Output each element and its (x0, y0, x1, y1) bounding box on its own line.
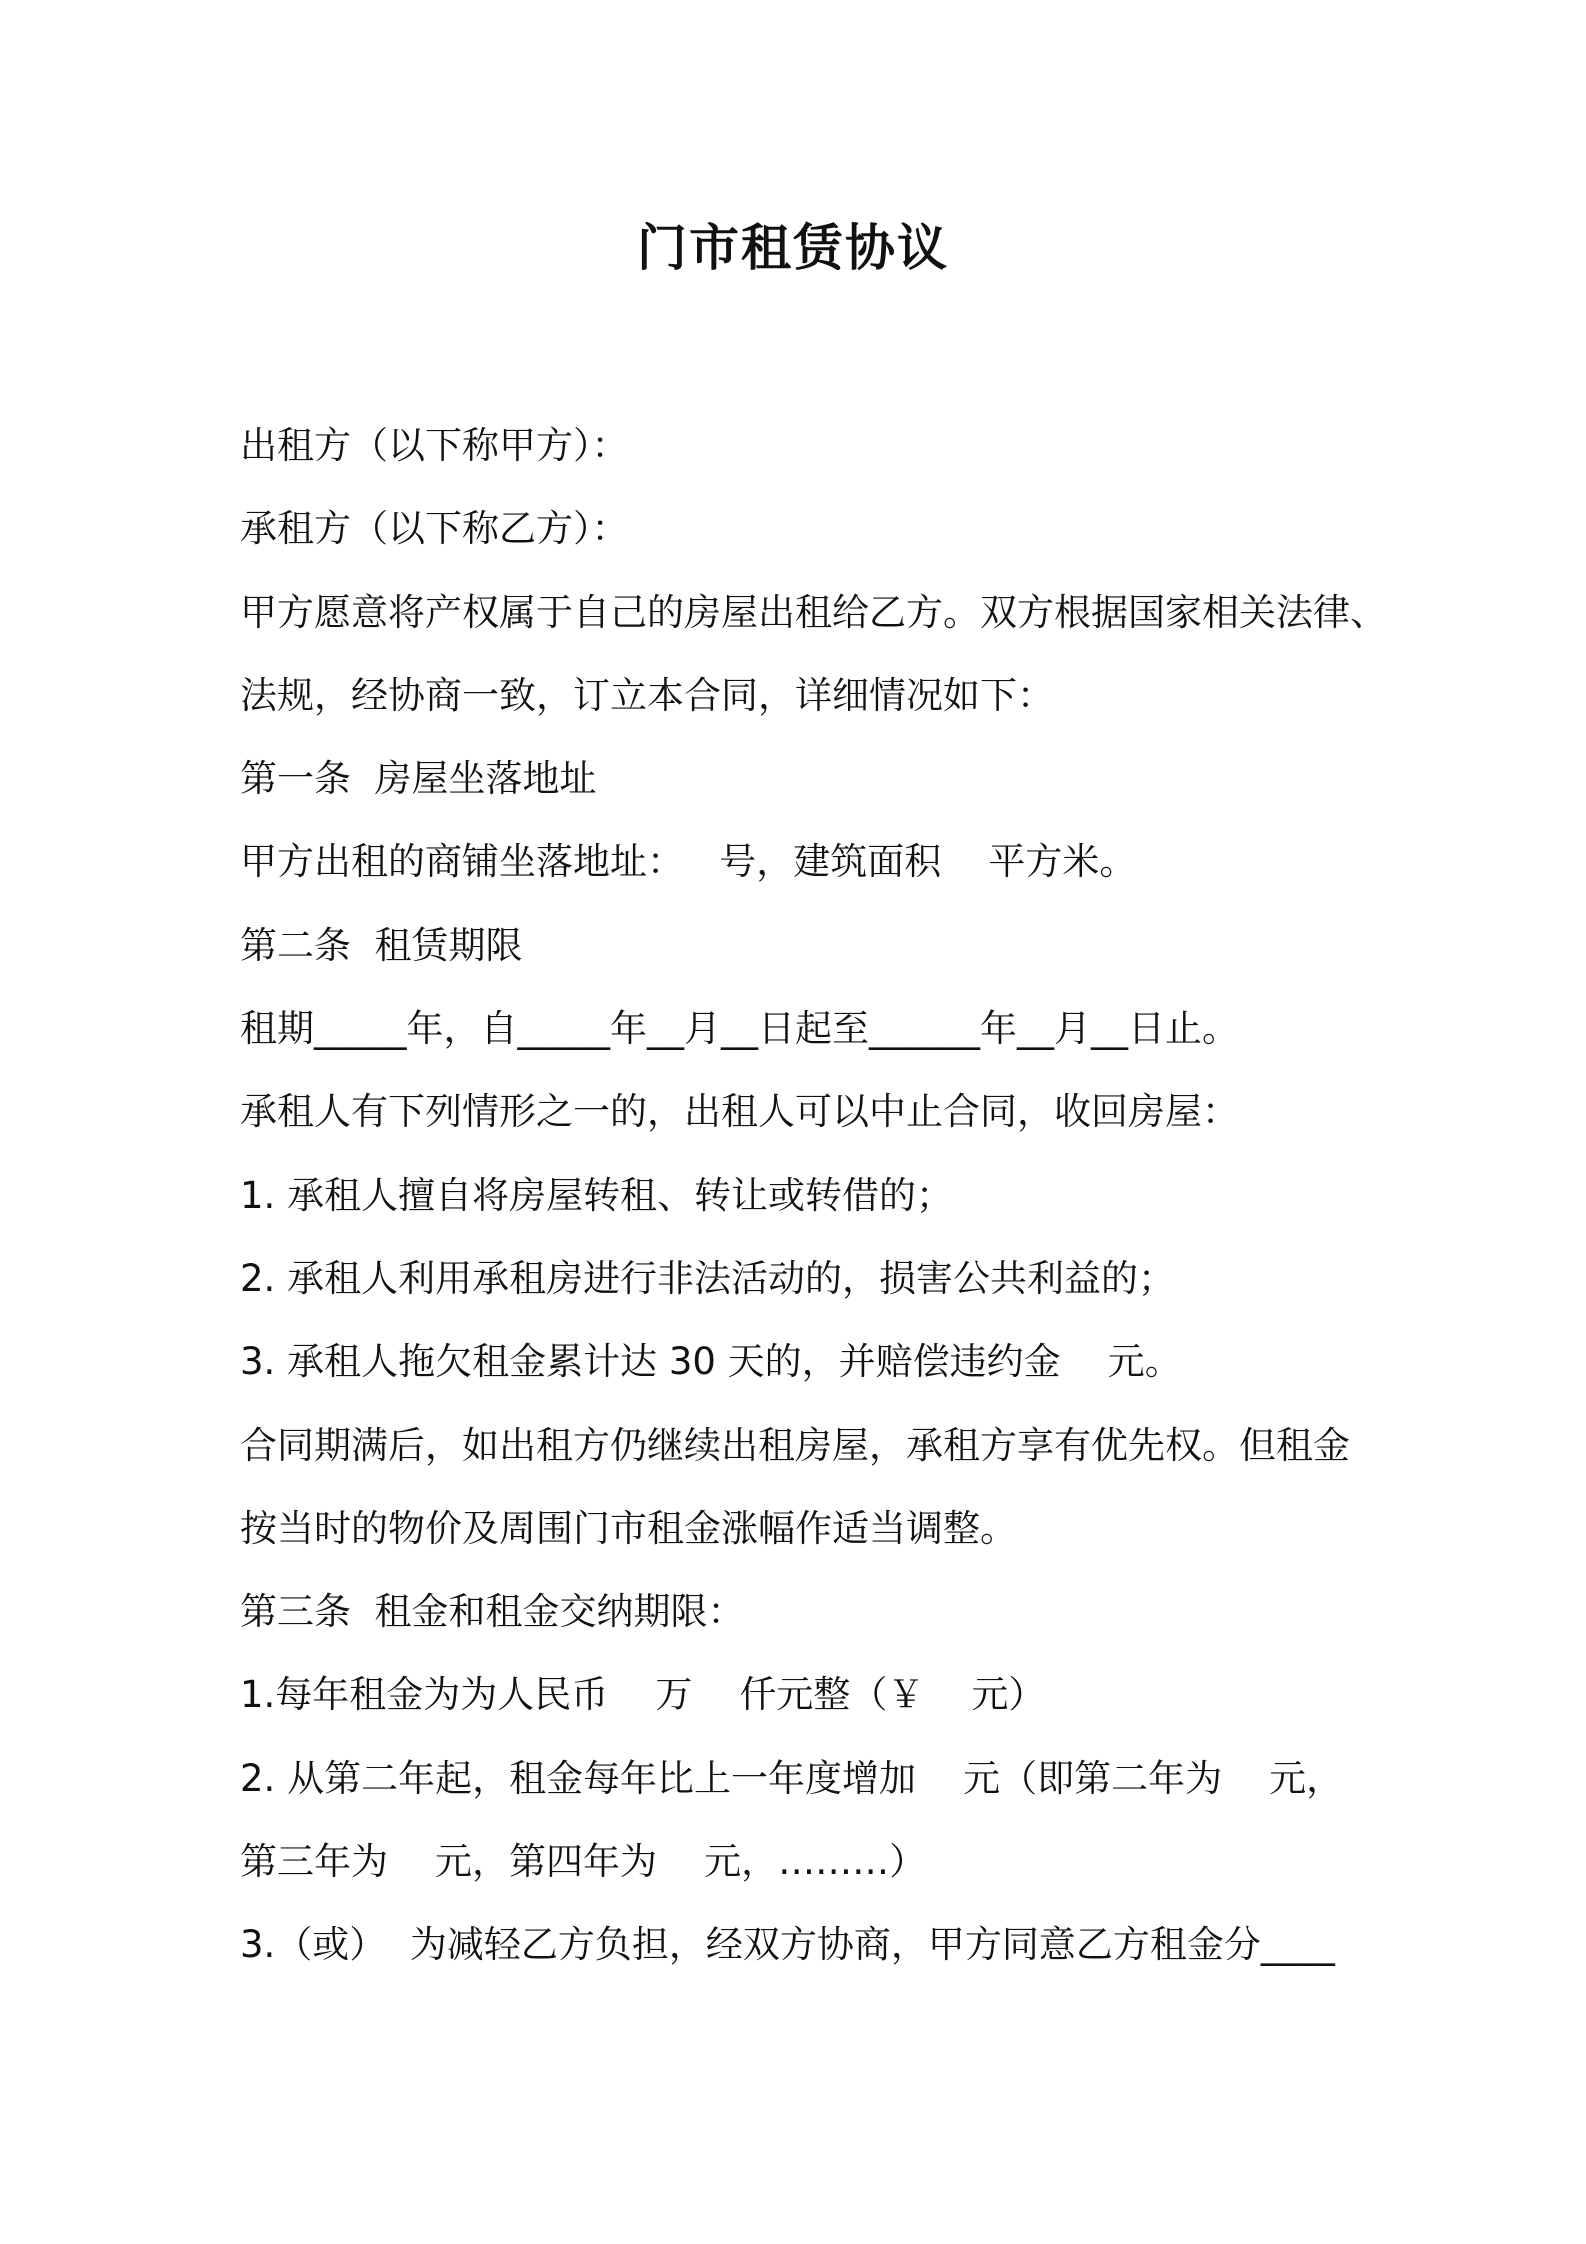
rent-item-2-line-1: 2. 从第二年起，租金每年比上一年度增加 元（即第二年为 元， (240, 1756, 1344, 1800)
renewal-line-1: 合同期满后，如出租方仍继续出租房屋，承租方享有优先权。但租金 (240, 1423, 1350, 1467)
intro-paragraph-line-2: 法规，经协商一致，订立本合同，详细情况如下： (240, 673, 1054, 717)
article-1-address: 甲方出租的商铺坐落地址： 号，建筑面积 平方米。 (240, 840, 1137, 884)
rent-item-3: 3.（或） 为减轻乙方负担，经双方协商，甲方同意乙方租金分____ (240, 1923, 1335, 1967)
document-title: 门市租赁协议 (637, 219, 949, 277)
termination-intro: 承租人有下列情形之一的，出租人可以中止合同，收回房屋： (240, 1090, 1239, 1134)
renewal-line-2: 按当时的物价及周围门市租金涨幅作适当调整。 (240, 1506, 1017, 1550)
lessor-line: 出租方（以下称甲方）： (240, 424, 629, 467)
rent-item-1: 1.每年租金为为人民币 万 仟元整（￥ 元） (240, 1673, 1046, 1717)
lease-term-line: 租期_____年，自_____年__月__日起至______年__月__日止。 (240, 1007, 1239, 1051)
article-3-heading: 第三条 租金和租金交纳期限： (240, 1590, 745, 1634)
termination-item-2: 2. 承租人利用承租房进行非法活动的，损害公共利益的； (240, 1256, 1176, 1300)
article-1-heading: 第一条 房屋坐落地址 (240, 757, 597, 801)
intro-paragraph-line-1: 甲方愿意将产权属于自己的房屋出租给乙方。双方根据国家相关法律、 (240, 590, 1387, 634)
rent-item-2-line-2: 第三年为 元，第四年为 元，………） (240, 1840, 927, 1884)
termination-item-1: 1. 承租人擅自将房屋转租、转让或转借的； (240, 1173, 954, 1217)
termination-item-3: 3. 承租人拖欠租金累计达 30 天的，并赔偿违约金 元。 (240, 1340, 1182, 1384)
lessee-line: 承租方（以下称乙方）： (240, 507, 629, 551)
document-body (240, 404, 1390, 1987)
article-2-heading: 第二条 租赁期限 (240, 923, 523, 967)
